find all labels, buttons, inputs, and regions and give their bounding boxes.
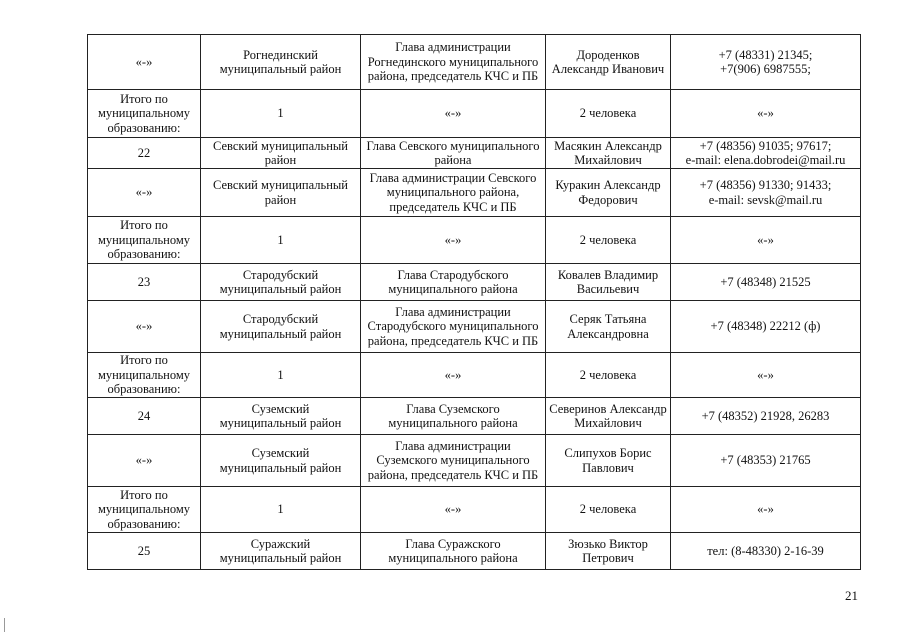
cell-number: Итого по муниципальному образованию: [88,353,201,398]
cell-phone: «-» [671,217,861,264]
cell-phone: +7 (48331) 21345; +7(906) 6987555; [671,35,861,90]
cell-phone: +7 (48356) 91330; 91433; e-mail: sevsk@mail.ru [671,169,861,217]
cell-name: Серяк Татьяна Александровна [546,301,671,353]
cell-district: 1 [201,487,361,533]
cell-phone: +7 (48348) 22212 (ф) [671,301,861,353]
cell-name: Слипухов Борис Павлович [546,435,671,487]
cell-district: 1 [201,217,361,264]
cell-number: «-» [88,435,201,487]
cell-position: «-» [361,353,546,398]
cell-phone: +7 (48352) 21928, 26283 [671,398,861,435]
cell-name: Дороденков Александр Иванович [546,35,671,90]
cell-district: Суражский муниципальный район [201,533,361,570]
cell-phone: «-» [671,353,861,398]
cell-number: «-» [88,301,201,353]
table-row [88,353,861,398]
cell-number: Итого по муниципальному образованию: [88,90,201,138]
cell-position: Глава Севского муниципального района [361,138,546,169]
table-row [88,487,861,533]
table-row [88,169,861,217]
table-row [88,264,861,301]
cell-position: Глава Суражского муниципального района [361,533,546,570]
cell-name: 2 человека [546,90,671,138]
cell-name: 2 человека [546,353,671,398]
cell-district: Суземский муниципальный район [201,435,361,487]
cell-phone: «-» [671,487,861,533]
contacts-table [87,34,861,570]
cell-position: Глава Стародубского муниципального района [361,264,546,301]
table-row [88,301,861,353]
table-row [88,398,861,435]
cell-name: 2 человека [546,217,671,264]
cell-number: 25 [88,533,201,570]
cell-district: Стародубский муниципальный район [201,264,361,301]
table-body [88,35,861,570]
cell-phone: «-» [671,90,861,138]
cell-position: Глава Суземского муниципального района [361,398,546,435]
cell-name: Масякин Александр Михайлович [546,138,671,169]
cell-position: Глава администрации Рогнединского муниципального района, председатель КЧС и ПБ [361,35,546,90]
cell-name: Ковалев Владимир Васильевич [546,264,671,301]
table-row [88,217,861,264]
cell-phone: +7 (48356) 91035; 97617; e-mail: elena.dobrodei@mail.ru [671,138,861,169]
cell-position: Глава администрации Суземского муниципального района, председатель КЧС и ПБ [361,435,546,487]
cell-district: Рогнединский муниципальный район [201,35,361,90]
cell-name: 2 человека [546,487,671,533]
cell-district: Стародубский муниципальный район [201,301,361,353]
table-row [88,435,861,487]
cell-district: Севский муниципальный район [201,138,361,169]
page-number: 21 [845,588,858,603]
cell-position: «-» [361,90,546,138]
cell-number: Итого по муниципальному образованию: [88,487,201,533]
cell-number: Итого по муниципальному образованию: [88,217,201,264]
margin-mark [4,618,5,632]
cell-district: Севский муниципальный район [201,169,361,217]
cell-name: Куракин Александр Федорович [546,169,671,217]
cell-district: 1 [201,90,361,138]
cell-phone: тел: (8-48330) 2-16-39 [671,533,861,570]
table-row [88,533,861,570]
table-row [88,35,861,90]
cell-name: Северинов Александр Михайлович [546,398,671,435]
cell-phone: +7 (48353) 21765 [671,435,861,487]
cell-position: «-» [361,217,546,264]
table-row [88,90,861,138]
cell-district: Суземский муниципальный район [201,398,361,435]
cell-number: 22 [88,138,201,169]
cell-position: Глава администрации Севского муниципального района, председатель КЧС и ПБ [361,169,546,217]
cell-number: 24 [88,398,201,435]
table-row [88,138,861,169]
cell-district: 1 [201,353,361,398]
cell-phone: +7 (48348) 21525 [671,264,861,301]
cell-number: «-» [88,35,201,90]
cell-number: 23 [88,264,201,301]
cell-position: Глава администрации Стародубского муниципального района, председатель КЧС и ПБ [361,301,546,353]
cell-name: Зюзько Виктор Петрович [546,533,671,570]
cell-position: «-» [361,487,546,533]
cell-number: «-» [88,169,201,217]
